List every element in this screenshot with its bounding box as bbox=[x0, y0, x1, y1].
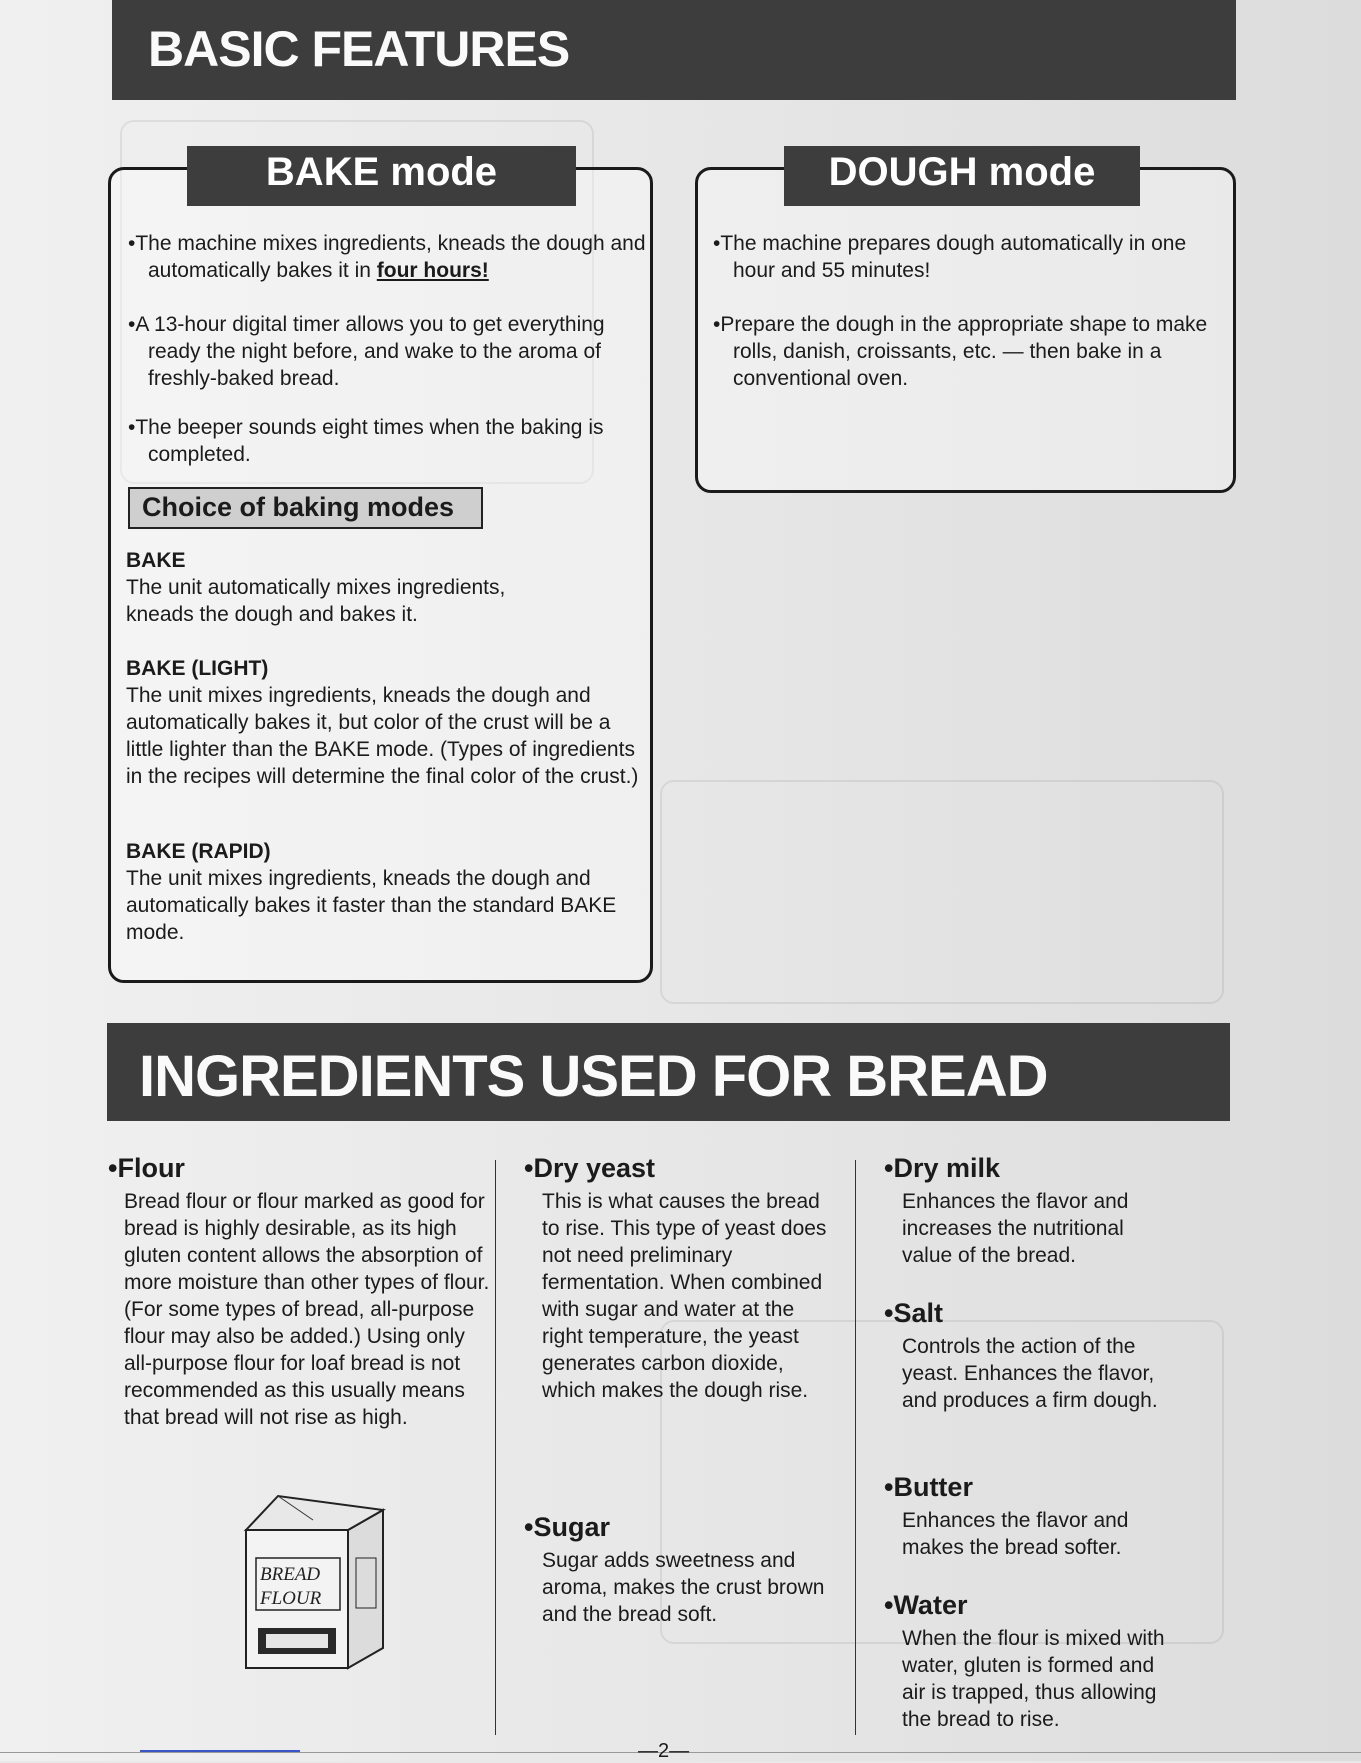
mode-bake-title: BAKE bbox=[126, 549, 186, 572]
dough-bullet-1: •The machine prepares dough automatically in one hour and 55 minutes! bbox=[713, 232, 1187, 282]
sugar-heading-text: Sugar bbox=[533, 1512, 610, 1542]
flour-heading: •Flour bbox=[108, 1153, 185, 1183]
column-divider bbox=[495, 1160, 496, 1735]
mode-bake-text: The unit automatically mixes ingredients, kneads the dough and bakes it. bbox=[126, 576, 506, 626]
dry-milk-text: Enhances the flavor and increases the nutritional value of the bread. bbox=[902, 1190, 1129, 1267]
bread-flour-package-image bbox=[238, 1488, 386, 1674]
column-divider bbox=[855, 1160, 856, 1735]
mode-bake-rapid-text: The unit mixes ingredients, kneads the dough and automatically bakes it faster than the standard BAKE mode. bbox=[126, 867, 617, 944]
choice-of-baking-modes-heading: Choice of baking modes bbox=[128, 487, 483, 529]
sugar-text: Sugar adds sweetness and aroma, makes the crust brown and the bread soft. bbox=[542, 1549, 825, 1626]
bake-mode-tag: BAKE mode bbox=[187, 146, 576, 206]
mode-bake-light-text: The unit mixes ingredients, kneads the dough and automatically bakes it, but color of the crust will be a little lighter than the BAKE mode. (Types of ingredients in the recipes will determine the final color of the crust.) bbox=[126, 684, 639, 788]
butter-heading: •Butter bbox=[884, 1472, 973, 1502]
package-label-flour: FLOUR bbox=[260, 1588, 322, 1609]
package-label-bread: BREAD bbox=[260, 1564, 321, 1585]
page-number: —2— bbox=[638, 1740, 690, 1762]
salt-heading: •Salt bbox=[884, 1298, 943, 1328]
water-text: When the flour is mixed with water, gluten is formed and air is trapped, thus allowing the bread to rise. bbox=[902, 1627, 1165, 1731]
mode-bake-light-title: BAKE (LIGHT) bbox=[126, 657, 269, 680]
dough-mode-tag: DOUGH mode bbox=[784, 146, 1140, 206]
dough-bullet-1-text: The machine prepares dough automatically in one hour and 55 minutes! bbox=[720, 232, 1187, 282]
dry-milk-heading-text: Dry milk bbox=[893, 1153, 1001, 1183]
mode-bake-rapid-title: BAKE (RAPID) bbox=[126, 840, 271, 863]
dry-milk-heading: •Dry milk bbox=[884, 1153, 1001, 1183]
dough-bullet-2-text: Prepare the dough in the appropriate shape to make rolls, danish, croissants, etc. — then bake in a conventional oven. bbox=[720, 313, 1208, 390]
water-heading-text: Water bbox=[893, 1590, 968, 1620]
bake-bullet-2-text: A 13-hour digital timer allows you to get everything ready the night before, and wake to the aroma of freshly-baked bread. bbox=[135, 313, 605, 390]
water-heading: •Water bbox=[884, 1590, 968, 1620]
show-through-frame bbox=[660, 780, 1224, 1004]
flour-text: Bread flour or flour marked as good for bread is highly desirable, as its high gluten content allows the absorption of more moisture than other types of flour. (For some types of bread, all-purpose flour may also be added.) Using only all-purpose flour for loaf bread is not recommended as this usually means that bread will not rise as high. bbox=[124, 1190, 490, 1429]
flour-heading-text: Flour bbox=[117, 1153, 185, 1183]
page-title: BASIC FEATURES bbox=[112, 0, 1236, 100]
dry-yeast-heading-text: Dry yeast bbox=[533, 1153, 656, 1183]
footer-link-underline bbox=[140, 1750, 300, 1752]
salt-text: Controls the action of the yeast. Enhances the flavor, and produces a firm dough. bbox=[902, 1335, 1158, 1412]
bake-bullet-3: •The beeper sounds eight times when the baking is completed. bbox=[128, 416, 604, 466]
butter-heading-text: Butter bbox=[893, 1472, 973, 1502]
dough-bullet-2: •Prepare the dough in the appropriate shape to make rolls, danish, croissants, etc. — then bake in a conventional oven. bbox=[713, 313, 1208, 390]
ingredients-title: INGREDIENTS USED FOR BREAD bbox=[107, 1023, 1230, 1121]
sugar-heading: •Sugar bbox=[524, 1512, 610, 1542]
dry-yeast-text: This is what causes the bread to rise. This type of yeast does not need preliminary fermentation. When combined with sugar and water at the right temperature, the yeast generates carbon dioxide, which makes the dough rise. bbox=[542, 1190, 827, 1402]
bake-bullet-2: •A 13-hour digital timer allows you to get everything ready the night before, and wake to the aroma of freshly-baked bread. bbox=[128, 313, 605, 390]
dry-yeast-heading: •Dry yeast bbox=[524, 1153, 656, 1183]
salt-heading-text: Salt bbox=[893, 1298, 943, 1328]
bake-bullet-3-text: The beeper sounds eight times when the baking is completed. bbox=[135, 416, 604, 466]
bake-bullet-1-text: The machine mixes ingredients, kneads the dough and automatically bakes it in bbox=[135, 232, 646, 282]
four-hours-emphasis: four hours! bbox=[376, 259, 489, 282]
bake-bullet-1: •The machine mixes ingredients, kneads the dough and automatically bakes it in four hours! bbox=[128, 232, 646, 282]
butter-text: Enhances the flavor and makes the bread softer. bbox=[902, 1509, 1129, 1559]
